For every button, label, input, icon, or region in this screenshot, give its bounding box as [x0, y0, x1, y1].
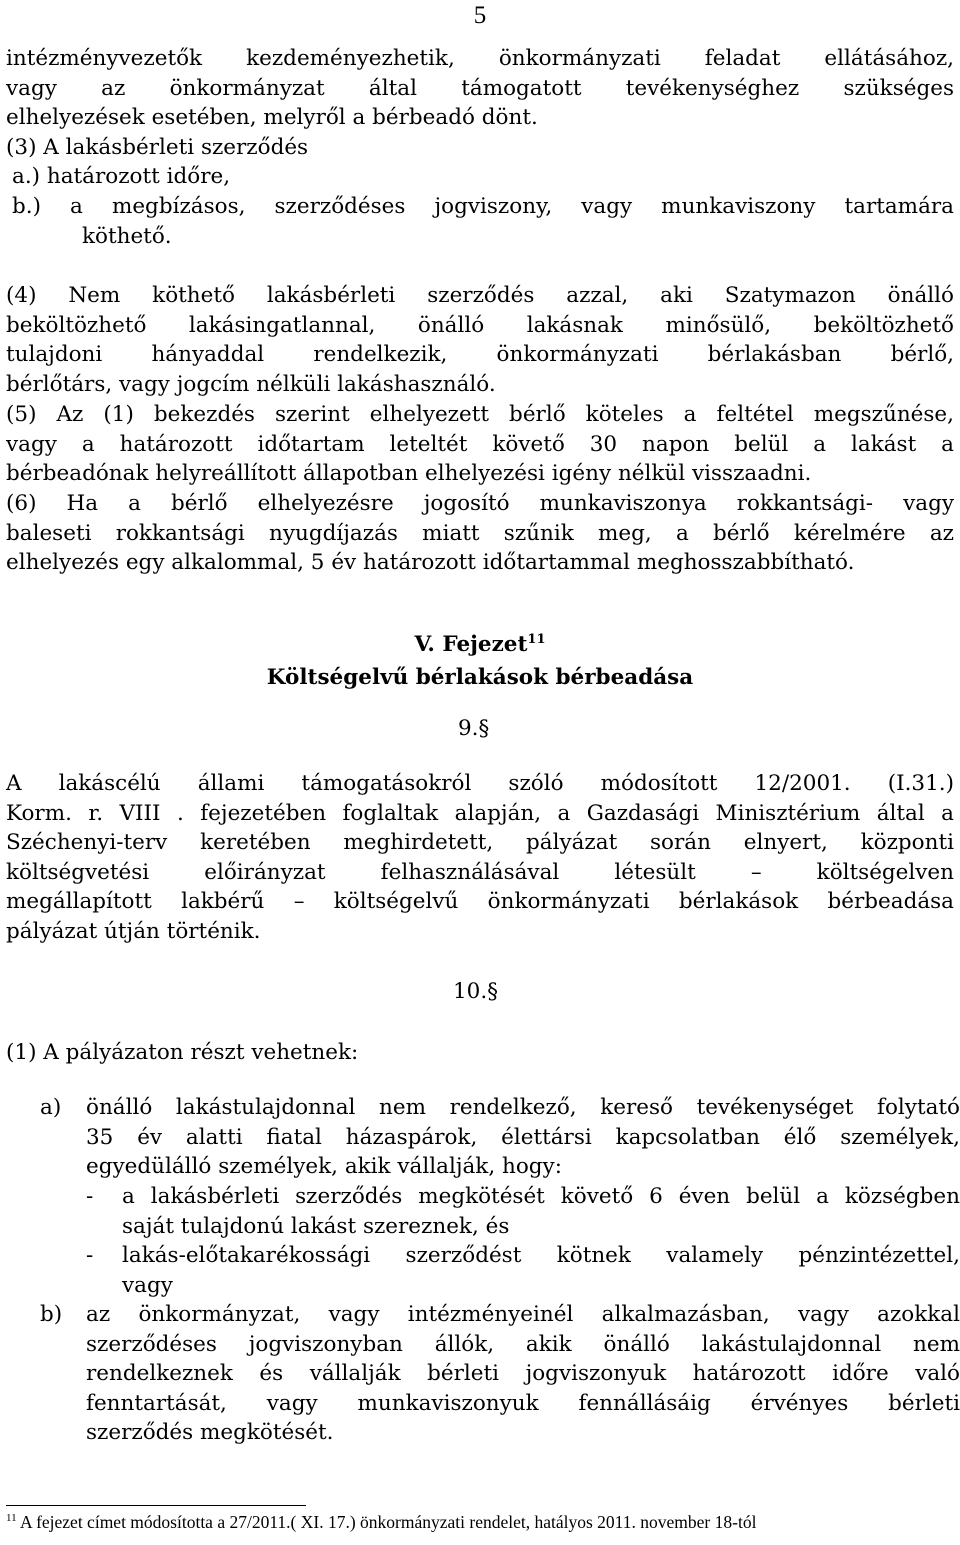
- text-line: (6) Ha a bérlő elhelyezésre jogosító munkaviszonya rokkantsági- vagy: [6, 491, 954, 516]
- dash-item-2: [6, 1241, 960, 1301]
- text-line: vagy a határozott időtartam leteltét követő 30 napon belül a lakást a: [6, 431, 954, 457]
- paragraph-4: [6, 281, 954, 399]
- paragraph-3-item-b-cont: köthető.: [82, 223, 172, 249]
- chapter-title: V. Fejezet: [414, 632, 528, 657]
- chapter-heading: [0, 628, 960, 694]
- chapter-subtitle: Költségelvű bérlakások bérbeadása: [266, 665, 694, 690]
- paragraph-3-item-b: b.) a megbízásos, szerződéses jogviszony, vagy munkaviszony tartamára: [12, 193, 954, 219]
- text-line: saját tulajdonú lakást szereznek, és: [122, 1213, 510, 1239]
- dash-bullet: -: [86, 1184, 94, 1209]
- text-line: A lakáscélú állami támogatásokról szóló módosított 12/2001. (I.31.): [6, 771, 954, 796]
- text-line: Széchenyi-terv keretében meghirdetett, pályázat során elnyert, központi: [6, 830, 954, 856]
- list-label: b): [40, 1302, 63, 1327]
- section-10-number: [453, 979, 498, 1004]
- paragraph-6: [6, 489, 954, 578]
- section-mark-icon: §: [487, 979, 498, 1004]
- intro-paragraph: [6, 44, 954, 251]
- list-item-b: [6, 1300, 960, 1450]
- text-line: elhelyezések esetében, melyről a bérbeadó dönt.: [6, 105, 538, 131]
- footnote-divider: [6, 1505, 306, 1506]
- list-body: [122, 1182, 960, 1241]
- text-line: költségvetési előirányzat felhasználásával létesült – költségelven: [6, 859, 954, 885]
- text-line: fenntartását, vagy munkaviszonyuk fennállásáig érvényes bérleti: [86, 1390, 960, 1416]
- section-number: 9.: [458, 716, 479, 741]
- dash-bullet: -: [86, 1243, 94, 1268]
- section-number: 10.: [453, 979, 488, 1004]
- text-line: (1) A pályázaton részt vehetnek:: [6, 1040, 359, 1065]
- text-line: baleseti rokkantsági nyugdíjazás miatt szűnik meg, a bérlő kérelmére az: [6, 520, 954, 546]
- text-line: Korm. r. VIII . fejezetében foglaltak alapján, a Gazdasági Minisztérium által a: [6, 800, 954, 826]
- text-line: elhelyezés egy alkalommal, 5 év határozott időtartammal meghosszabbítható.: [6, 550, 855, 576]
- text-line: egyedülálló személyek, akik vállalják, hogy:: [86, 1154, 562, 1180]
- text-line: 35 év alatti fiatal házaspárok, élettársi kapcsolatban élő személyek,: [86, 1124, 960, 1150]
- text-line: vagy: [122, 1272, 173, 1298]
- text-line: megállapított lakbérű – költségelvű önkormányzati bérlakások bérbeadása: [6, 889, 954, 915]
- footnote: [6, 1512, 756, 1533]
- section-10-intro: [6, 1038, 954, 1068]
- dash-item-1: [6, 1182, 960, 1242]
- list-body: [86, 1300, 960, 1448]
- text-line: szerződéses jogviszonyban állók, akik önálló lakástulajdonnal nem: [86, 1331, 960, 1357]
- footnote-number: 11: [6, 1512, 17, 1525]
- list-body: [86, 1093, 960, 1182]
- text-line: beköltözhető lakásingatlannal, önálló lakásnak minősülő, beköltözhető: [6, 312, 954, 338]
- text-line: pályázat útján történik.: [6, 918, 261, 944]
- page-number: 5: [473, 2, 487, 29]
- text-line: tulajdoni hányaddal rendelkezik, önkormányzati bérlakásban bérlő,: [6, 342, 954, 368]
- text-line: szerződés megkötését.: [86, 1420, 334, 1446]
- text-line: az önkormányzat, vagy intézményeinél alkalmazásban, vagy azokkal: [86, 1302, 960, 1327]
- text-line: bérlőtárs, vagy jogcím nélküli lakáshasználó.: [6, 371, 496, 397]
- text-line: bérbeadónak helyreállított állapotban elhelyezési igény nélkül visszaadni.: [6, 461, 812, 487]
- text-line: intézményvezetők kezdeményezhetik, önkormányzati feladat ellátásához,: [6, 46, 954, 71]
- text-line: lakás-előtakarékossági szerződést kötnek valamely pénzintézettel,: [122, 1243, 960, 1268]
- text-line: vagy az önkormányzat által támogatott tevékenységhez szükséges: [6, 75, 954, 101]
- paragraph-3-head: (3) A lakásbérleti szerződés: [6, 134, 309, 160]
- list-label: a): [40, 1095, 62, 1120]
- section-9-number: [458, 716, 489, 741]
- text-line: (4) Nem köthető lakásbérleti szerződés azzal, aki Szatymazon önálló: [6, 283, 954, 308]
- text-line: a lakásbérleti szerződés megkötését követő 6 éven belül a községben: [122, 1184, 960, 1209]
- section-mark-icon: §: [478, 716, 490, 741]
- text-line: (5) Az (1) bekezdés szerint elhelyezett bérlő köteles a feltétel megszűnése,: [6, 402, 954, 427]
- paragraph-5: [6, 400, 954, 489]
- paragraph-3-item-a: a.) határozott időre,: [12, 164, 231, 190]
- text-line: rendelkeznek és vállalják bérleti jogviszonyuk határozott időre való: [86, 1361, 960, 1387]
- list-body: [122, 1241, 960, 1300]
- section-9-paragraph: [6, 769, 954, 947]
- footnote-text: A fejezet címet módosította a 27/2011.( XI. 17.) önkormányzati rendelet, hatályos 2011. november 18-tól: [20, 1512, 757, 1532]
- footnote-ref: 11: [527, 631, 546, 647]
- text-line: önálló lakástulajdonnal nem rendelkező, kereső tevékenységet folytató: [86, 1095, 960, 1120]
